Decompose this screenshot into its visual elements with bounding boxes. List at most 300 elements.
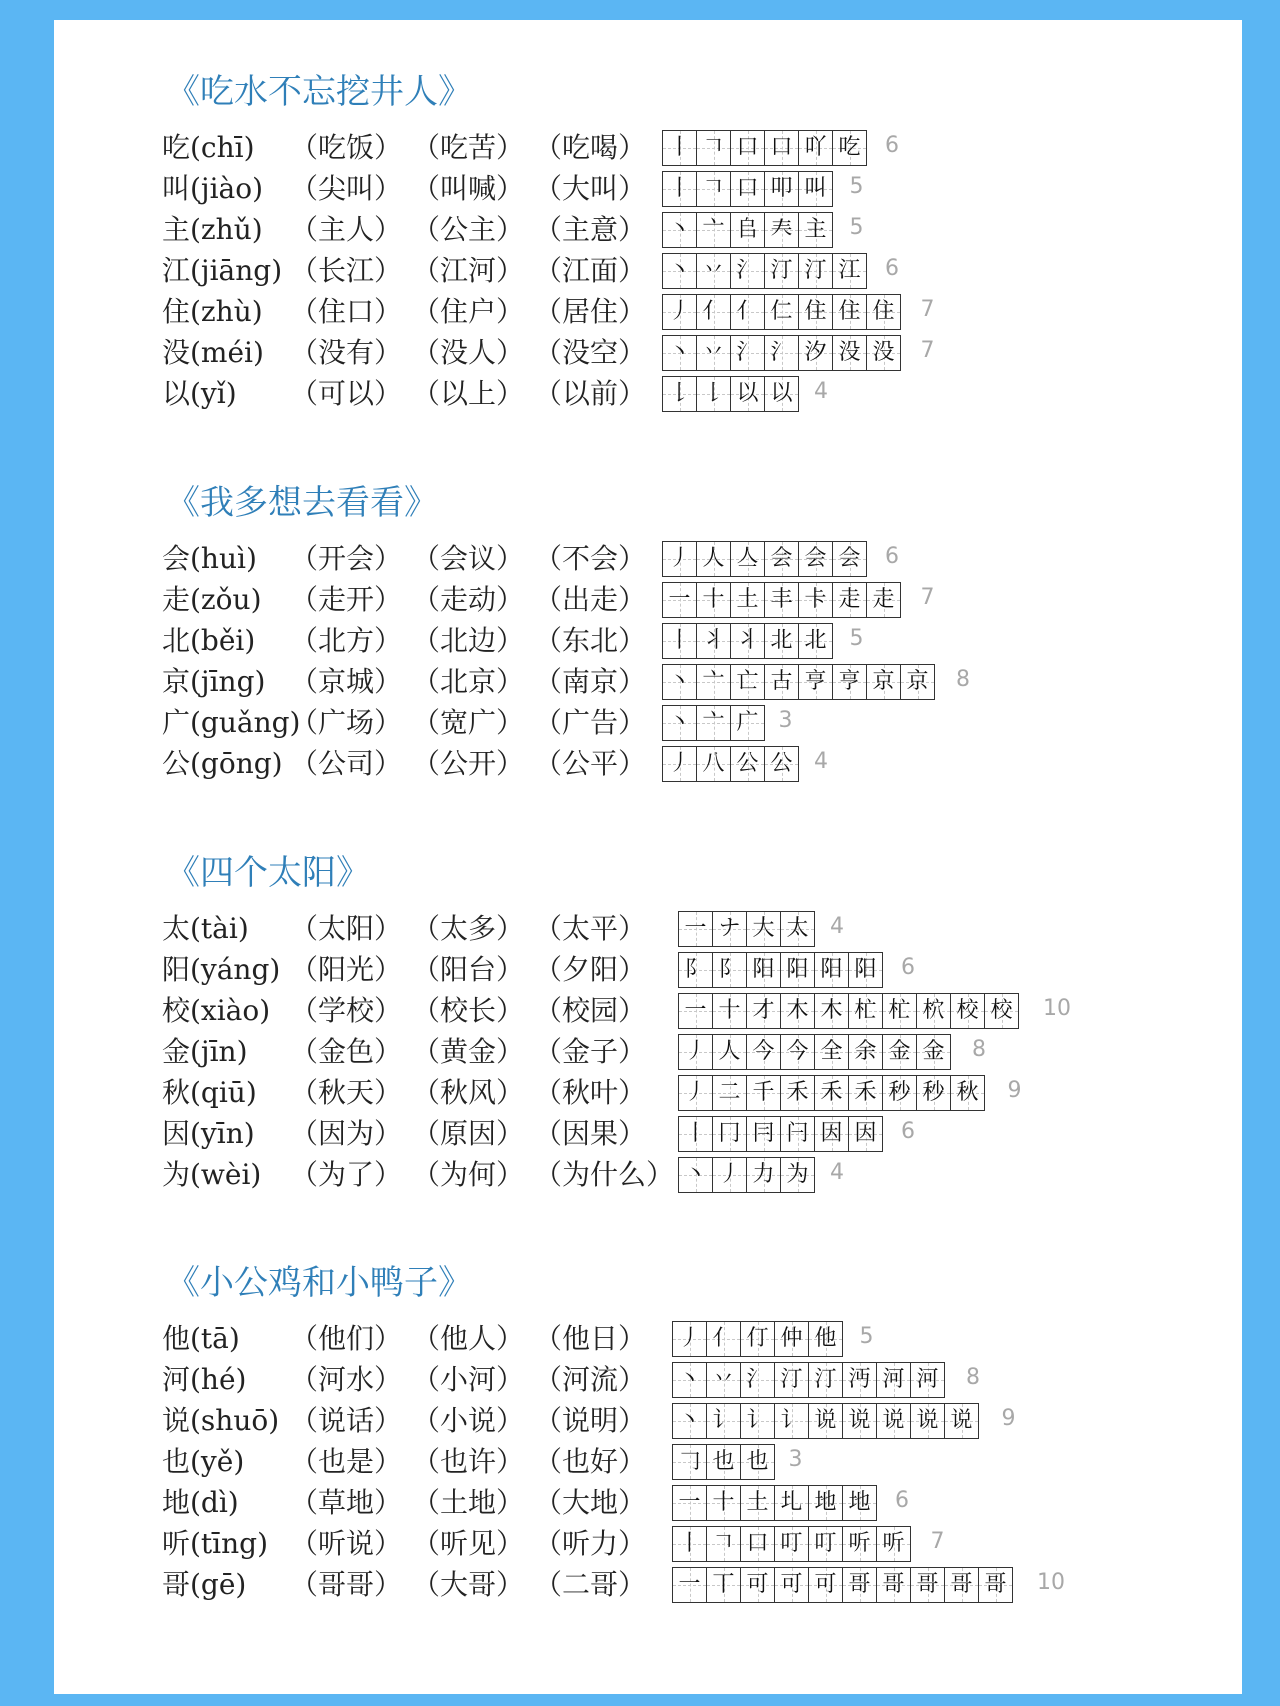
word-group: （主人） bbox=[290, 213, 403, 246]
stroke-box bbox=[697, 131, 731, 165]
stroke-step: 土 bbox=[736, 587, 759, 612]
word-group: （阳光） bbox=[290, 953, 403, 986]
stroke-count: 9 bbox=[1007, 1078, 1022, 1103]
stroke-box bbox=[781, 1117, 815, 1151]
word-group: （尖叫） bbox=[290, 172, 403, 205]
stroke-box bbox=[833, 542, 867, 576]
stroke-step: 阝 bbox=[684, 957, 707, 982]
stroke-step: 听 bbox=[882, 1531, 905, 1556]
stroke-box bbox=[781, 1076, 815, 1110]
stroke-box bbox=[911, 1363, 945, 1397]
stroke-box bbox=[799, 583, 833, 617]
stroke-box bbox=[815, 994, 849, 1028]
word-group: （没有） bbox=[290, 336, 403, 369]
stroke-count: 4 bbox=[830, 1160, 844, 1185]
character-pinyin: 住(zhù) bbox=[162, 295, 263, 328]
stroke-step: 𠂤 bbox=[736, 217, 759, 242]
stroke-step: 以 bbox=[770, 381, 793, 406]
stroke-step: 亻 bbox=[712, 1326, 735, 1351]
word-group: （走动） bbox=[412, 583, 525, 616]
word-group: （南京） bbox=[534, 665, 647, 698]
word-group: （他们） bbox=[290, 1322, 403, 1355]
stroke-box bbox=[679, 1117, 713, 1151]
stroke-step: 秒 bbox=[922, 1080, 945, 1105]
word-group: （太多） bbox=[412, 912, 525, 945]
stroke-order-grid bbox=[678, 911, 815, 947]
word-group: （秋叶） bbox=[534, 1076, 647, 1109]
stroke-step: 京 bbox=[906, 669, 929, 694]
stroke-count: 10 bbox=[1043, 996, 1071, 1021]
stroke-box bbox=[731, 583, 765, 617]
stroke-box bbox=[765, 542, 799, 576]
character-pinyin: 阳(yáng) bbox=[162, 953, 281, 986]
stroke-step: 柼 bbox=[922, 998, 945, 1023]
stroke-box bbox=[697, 665, 731, 699]
stroke-box bbox=[809, 1404, 843, 1438]
stroke-step: 说 bbox=[916, 1408, 939, 1433]
stroke-box bbox=[765, 377, 799, 411]
stroke-box bbox=[673, 1363, 707, 1397]
word-group: （听见） bbox=[412, 1527, 525, 1560]
stroke-step: 说 bbox=[848, 1408, 871, 1433]
stroke-box bbox=[707, 1486, 741, 1520]
stroke-box bbox=[765, 336, 799, 370]
stroke-box bbox=[877, 1527, 911, 1561]
stroke-step: 一 bbox=[668, 587, 691, 612]
stroke-step: 闩 bbox=[786, 1121, 809, 1146]
stroke-box bbox=[765, 624, 799, 658]
stroke-box bbox=[707, 1527, 741, 1561]
stroke-step: 亠 bbox=[702, 669, 725, 694]
stroke-box bbox=[815, 1035, 849, 1069]
stroke-step: 北 bbox=[804, 628, 827, 653]
stroke-step: 杧 bbox=[888, 998, 911, 1023]
word-group: （秋天） bbox=[290, 1076, 403, 1109]
stroke-step: 亠 bbox=[702, 710, 725, 735]
stroke-step: 口 bbox=[770, 135, 793, 160]
word-group: （听力） bbox=[534, 1527, 647, 1560]
stroke-box bbox=[697, 172, 731, 206]
stroke-step: 今 bbox=[752, 1039, 775, 1064]
stroke-box bbox=[697, 377, 731, 411]
stroke-count: 6 bbox=[885, 256, 899, 281]
stroke-step: 阳 bbox=[854, 957, 877, 982]
character-pinyin: 公(gōng) bbox=[162, 747, 283, 780]
stroke-order-grid bbox=[678, 993, 1019, 1029]
stroke-step: 秒 bbox=[888, 1080, 911, 1105]
stroke-box bbox=[663, 624, 697, 658]
stroke-step: 河 bbox=[916, 1367, 939, 1392]
stroke-box bbox=[731, 747, 765, 781]
stroke-step: 十 bbox=[718, 998, 741, 1023]
stroke-box bbox=[849, 953, 883, 987]
word-group: （说话） bbox=[290, 1404, 403, 1437]
stroke-box bbox=[697, 583, 731, 617]
word-group: （黄金） bbox=[412, 1035, 525, 1068]
stroke-box bbox=[867, 295, 901, 329]
word-group: （也是） bbox=[290, 1445, 403, 1478]
word-group: （江河） bbox=[412, 254, 525, 287]
stroke-order-grid bbox=[672, 1567, 1013, 1603]
stroke-step: 说 bbox=[882, 1408, 905, 1433]
stroke-step: 千 bbox=[752, 1080, 775, 1105]
stroke-order-grid bbox=[662, 130, 867, 166]
stroke-box bbox=[815, 1076, 849, 1110]
stroke-step: 亨 bbox=[838, 669, 861, 694]
word-group: （哥哥） bbox=[290, 1568, 403, 1601]
stroke-step: 卡 bbox=[804, 587, 827, 612]
stroke-box bbox=[833, 665, 867, 699]
stroke-step: 以 bbox=[736, 381, 759, 406]
stroke-box bbox=[765, 254, 799, 288]
stroke-step: 十 bbox=[702, 587, 725, 612]
stroke-box bbox=[713, 1117, 747, 1151]
stroke-box bbox=[809, 1527, 843, 1561]
stroke-box bbox=[775, 1486, 809, 1520]
lesson-title: 《我多想去看看》 bbox=[166, 483, 438, 523]
stroke-box bbox=[663, 295, 697, 329]
stroke-step: 会 bbox=[804, 546, 827, 571]
stroke-box bbox=[731, 377, 765, 411]
stroke-box bbox=[951, 1076, 985, 1110]
stroke-step: 丶 bbox=[684, 1162, 707, 1187]
stroke-box bbox=[765, 583, 799, 617]
stroke-box bbox=[663, 665, 697, 699]
stroke-order-grid bbox=[672, 1444, 775, 1480]
stroke-count: 7 bbox=[920, 338, 935, 363]
word-group: （吃喝） bbox=[534, 131, 647, 164]
stroke-step: 公 bbox=[770, 751, 793, 776]
stroke-box bbox=[815, 1117, 849, 1151]
stroke-box bbox=[663, 131, 697, 165]
stroke-step: 京 bbox=[872, 669, 895, 694]
stroke-step: 𠃍 bbox=[712, 1531, 735, 1556]
stroke-step: 哥 bbox=[950, 1572, 973, 1597]
word-group: （小河） bbox=[412, 1363, 525, 1396]
stroke-count: 6 bbox=[901, 955, 915, 980]
stroke-count: 3 bbox=[788, 1447, 803, 1472]
character-pinyin: 金(jīn) bbox=[162, 1035, 248, 1068]
stroke-box bbox=[707, 1322, 741, 1356]
stroke-box bbox=[673, 1445, 707, 1479]
stroke-box bbox=[877, 1568, 911, 1602]
word-group: （居住） bbox=[534, 295, 647, 328]
stroke-box bbox=[985, 994, 1019, 1028]
stroke-step: 仁 bbox=[770, 299, 793, 324]
word-group: （江面） bbox=[534, 254, 647, 287]
stroke-box bbox=[849, 1117, 883, 1151]
word-group: （也许） bbox=[412, 1445, 525, 1478]
stroke-step: 亻 bbox=[702, 299, 725, 324]
character-pinyin: 北(běi) bbox=[162, 624, 256, 657]
word-group: （叫喊） bbox=[412, 172, 525, 205]
stroke-box bbox=[809, 1568, 843, 1602]
stroke-step: 丷 bbox=[702, 340, 725, 365]
stroke-order-grid bbox=[678, 1116, 883, 1152]
stroke-step: 禾 bbox=[820, 1080, 843, 1105]
stroke-step: 走 bbox=[838, 587, 861, 612]
stroke-step: 校 bbox=[990, 998, 1013, 1023]
stroke-step: 主 bbox=[804, 217, 827, 242]
stroke-box bbox=[799, 131, 833, 165]
word-group: （吃饭） bbox=[290, 131, 403, 164]
stroke-box bbox=[781, 1158, 815, 1192]
stroke-box bbox=[741, 1404, 775, 1438]
stroke-box bbox=[867, 336, 901, 370]
stroke-box bbox=[849, 1035, 883, 1069]
stroke-step: 丶 bbox=[668, 710, 691, 735]
word-group: （北京） bbox=[412, 665, 525, 698]
stroke-box bbox=[713, 953, 747, 987]
word-group: （小说） bbox=[412, 1404, 525, 1437]
stroke-step: 丨 bbox=[668, 135, 691, 160]
stroke-box bbox=[799, 295, 833, 329]
stroke-order-grid bbox=[662, 623, 833, 659]
word-group: （二哥） bbox=[534, 1568, 647, 1601]
stroke-order-grid bbox=[678, 1075, 985, 1111]
word-group: （大哥） bbox=[412, 1568, 525, 1601]
stroke-step: 会 bbox=[770, 546, 793, 571]
word-group: （夕阳） bbox=[534, 953, 647, 986]
stroke-box bbox=[867, 583, 901, 617]
stroke-step: 一 bbox=[678, 1490, 701, 1515]
stroke-box bbox=[673, 1404, 707, 1438]
stroke-order-grid bbox=[662, 664, 935, 700]
character-pinyin: 校(xiào) bbox=[162, 994, 271, 1027]
stroke-box bbox=[747, 1117, 781, 1151]
word-group: （因为） bbox=[290, 1117, 403, 1150]
lesson-title: 《小公鸡和小鸭子》 bbox=[166, 1263, 472, 1303]
stroke-count: 8 bbox=[966, 1365, 980, 1390]
character-pinyin: 会(huì) bbox=[162, 542, 257, 575]
word-group: （原因） bbox=[412, 1117, 525, 1150]
stroke-box bbox=[765, 747, 799, 781]
stroke-step: 丨 bbox=[684, 1121, 707, 1146]
stroke-step: 人 bbox=[702, 546, 725, 571]
word-group: （大地） bbox=[534, 1486, 647, 1519]
stroke-step: 亠 bbox=[702, 217, 725, 242]
word-group: （太平） bbox=[534, 912, 647, 945]
stroke-box bbox=[765, 665, 799, 699]
word-group: （公开） bbox=[412, 747, 525, 780]
stroke-step: 可 bbox=[814, 1572, 837, 1597]
stroke-box bbox=[775, 1527, 809, 1561]
stroke-box bbox=[951, 994, 985, 1028]
word-group: （广告） bbox=[534, 706, 647, 739]
stroke-step: 禾 bbox=[786, 1080, 809, 1105]
stroke-box bbox=[877, 1363, 911, 1397]
stroke-box bbox=[765, 172, 799, 206]
stroke-count: 9 bbox=[1001, 1406, 1016, 1431]
stroke-step: 叩 bbox=[770, 176, 793, 201]
stroke-box bbox=[883, 994, 917, 1028]
stroke-step: 丶 bbox=[668, 258, 691, 283]
stroke-step: 丿 bbox=[718, 1162, 741, 1187]
stroke-step: 汀 bbox=[780, 1367, 803, 1392]
word-group: （听说） bbox=[290, 1527, 403, 1560]
stroke-order-grid bbox=[662, 253, 867, 289]
character-pinyin: 太(tài) bbox=[162, 912, 249, 945]
stroke-step: 太 bbox=[786, 916, 809, 941]
stroke-step: 河 bbox=[882, 1367, 905, 1392]
stroke-step: 丿 bbox=[684, 1039, 707, 1064]
stroke-box bbox=[707, 1568, 741, 1602]
word-group: （没人） bbox=[412, 336, 525, 369]
stroke-box bbox=[731, 131, 765, 165]
stroke-step: 丿 bbox=[668, 751, 691, 776]
stroke-step: 口 bbox=[746, 1531, 769, 1556]
stroke-step: 叫 bbox=[804, 176, 827, 201]
character-pinyin: 京(jīng) bbox=[162, 665, 266, 698]
stroke-step: 北 bbox=[770, 628, 793, 653]
word-group: （河流） bbox=[534, 1363, 647, 1396]
word-group: （开会） bbox=[290, 542, 403, 575]
stroke-step: 八 bbox=[702, 751, 725, 776]
stroke-step: 丶 bbox=[678, 1367, 701, 1392]
stroke-box bbox=[731, 706, 765, 740]
word-group: （校长） bbox=[412, 994, 525, 1027]
stroke-box bbox=[697, 706, 731, 740]
stroke-step: 二 bbox=[718, 1080, 741, 1105]
stroke-step: 丿 bbox=[668, 546, 691, 571]
stroke-order-grid bbox=[678, 1157, 815, 1193]
stroke-step: 听 bbox=[848, 1531, 871, 1556]
word-group: （宽广） bbox=[412, 706, 525, 739]
stroke-step: 亨 bbox=[804, 669, 827, 694]
stroke-step: 余 bbox=[854, 1039, 877, 1064]
stroke-box bbox=[707, 1445, 741, 1479]
stroke-box bbox=[713, 994, 747, 1028]
word-group: （住口） bbox=[290, 295, 403, 328]
stroke-step: 丿 bbox=[668, 299, 691, 324]
stroke-count: 6 bbox=[885, 133, 899, 158]
stroke-step: 氵 bbox=[736, 258, 759, 283]
stroke-step: 金 bbox=[922, 1039, 945, 1064]
stroke-count: 7 bbox=[920, 297, 935, 322]
stroke-step: 口 bbox=[736, 135, 759, 160]
stroke-box bbox=[775, 1568, 809, 1602]
stroke-step: 阳 bbox=[786, 957, 809, 982]
stroke-box bbox=[741, 1322, 775, 1356]
word-group: （金色） bbox=[290, 1035, 403, 1068]
stroke-step: 丶 bbox=[668, 669, 691, 694]
stroke-box bbox=[747, 1158, 781, 1192]
stroke-box bbox=[877, 1404, 911, 1438]
stroke-step: 木 bbox=[820, 998, 843, 1023]
worksheet bbox=[54, 20, 1242, 1694]
character-pinyin: 江(jiāng) bbox=[162, 254, 283, 287]
stroke-box bbox=[713, 1158, 747, 1192]
character-pinyin: 因(yīn) bbox=[162, 1117, 255, 1150]
stroke-step: 𠄌 bbox=[668, 381, 691, 406]
word-group: （也好） bbox=[534, 1445, 647, 1478]
stroke-step: 今 bbox=[786, 1039, 809, 1064]
stroke-step: 古 bbox=[770, 669, 793, 694]
stroke-step: 𠃍 bbox=[702, 135, 725, 160]
stroke-box bbox=[731, 624, 765, 658]
stroke-box bbox=[741, 1486, 775, 1520]
stroke-box bbox=[741, 1527, 775, 1561]
word-group: （公主） bbox=[412, 213, 525, 246]
lesson-title: 《吃水不忘挖井人》 bbox=[166, 72, 472, 112]
stroke-box bbox=[741, 1568, 775, 1602]
stroke-step: 杧 bbox=[854, 998, 877, 1023]
character-pinyin: 吃(chī) bbox=[162, 131, 255, 164]
stroke-step: 一 bbox=[684, 998, 707, 1023]
stroke-step: 丬 bbox=[736, 628, 759, 653]
stroke-box bbox=[815, 953, 849, 987]
stroke-step: 丶 bbox=[668, 340, 691, 365]
stroke-step: 住 bbox=[838, 299, 861, 324]
word-group: （太阳） bbox=[290, 912, 403, 945]
stroke-step: 说 bbox=[814, 1408, 837, 1433]
stroke-box bbox=[673, 1527, 707, 1561]
stroke-box bbox=[809, 1486, 843, 1520]
stroke-box bbox=[673, 1568, 707, 1602]
stroke-box bbox=[673, 1322, 707, 1356]
stroke-step: 可 bbox=[746, 1572, 769, 1597]
stroke-step: 哥 bbox=[984, 1572, 1007, 1597]
stroke-box bbox=[911, 1568, 945, 1602]
stroke-order-grid bbox=[662, 705, 765, 741]
stroke-step: 十 bbox=[712, 1490, 735, 1515]
stroke-order-grid bbox=[662, 294, 901, 330]
stroke-step: 丷 bbox=[712, 1367, 735, 1392]
stroke-box bbox=[697, 213, 731, 247]
word-group: （广场） bbox=[290, 706, 403, 739]
stroke-box bbox=[799, 665, 833, 699]
stroke-step: 吖 bbox=[804, 135, 827, 160]
stroke-step: 一 bbox=[684, 916, 707, 941]
stroke-box bbox=[731, 254, 765, 288]
stroke-step: 汐 bbox=[804, 340, 827, 365]
character-pinyin: 以(yǐ) bbox=[162, 377, 237, 410]
stroke-box bbox=[775, 1363, 809, 1397]
character-pinyin: 也(yě) bbox=[162, 1445, 245, 1478]
stroke-box bbox=[843, 1568, 877, 1602]
stroke-step: 没 bbox=[872, 340, 895, 365]
stroke-box bbox=[731, 213, 765, 247]
stroke-count: 8 bbox=[956, 667, 970, 692]
word-group: （北方） bbox=[290, 624, 403, 657]
character-pinyin: 主(zhǔ) bbox=[162, 213, 263, 246]
stroke-step: 土 bbox=[746, 1490, 769, 1515]
stroke-box bbox=[731, 665, 765, 699]
stroke-step: 力 bbox=[752, 1162, 775, 1187]
stroke-box bbox=[917, 1035, 951, 1069]
stroke-count: 7 bbox=[930, 1529, 945, 1554]
stroke-step: 会 bbox=[838, 546, 861, 571]
character-pinyin: 说(shuō) bbox=[162, 1404, 280, 1437]
word-group: （大叫） bbox=[534, 172, 647, 205]
stroke-step: 叮 bbox=[780, 1531, 803, 1556]
stroke-order-grid bbox=[672, 1403, 979, 1439]
stroke-step: 地 bbox=[814, 1490, 837, 1515]
stroke-count: 10 bbox=[1037, 1570, 1065, 1595]
stroke-order-grid bbox=[662, 171, 833, 207]
stroke-step: 地 bbox=[848, 1490, 871, 1515]
stroke-box bbox=[663, 706, 697, 740]
stroke-step: 哥 bbox=[848, 1572, 871, 1597]
stroke-count: 7 bbox=[920, 585, 935, 610]
stroke-count: 6 bbox=[895, 1488, 909, 1513]
stroke-box bbox=[799, 213, 833, 247]
stroke-step: 沔 bbox=[848, 1367, 871, 1392]
word-group: （出走） bbox=[534, 583, 647, 616]
stroke-step: 为 bbox=[786, 1162, 809, 1187]
stroke-step: 也 bbox=[712, 1449, 735, 1474]
stroke-step: 汀 bbox=[770, 258, 793, 283]
